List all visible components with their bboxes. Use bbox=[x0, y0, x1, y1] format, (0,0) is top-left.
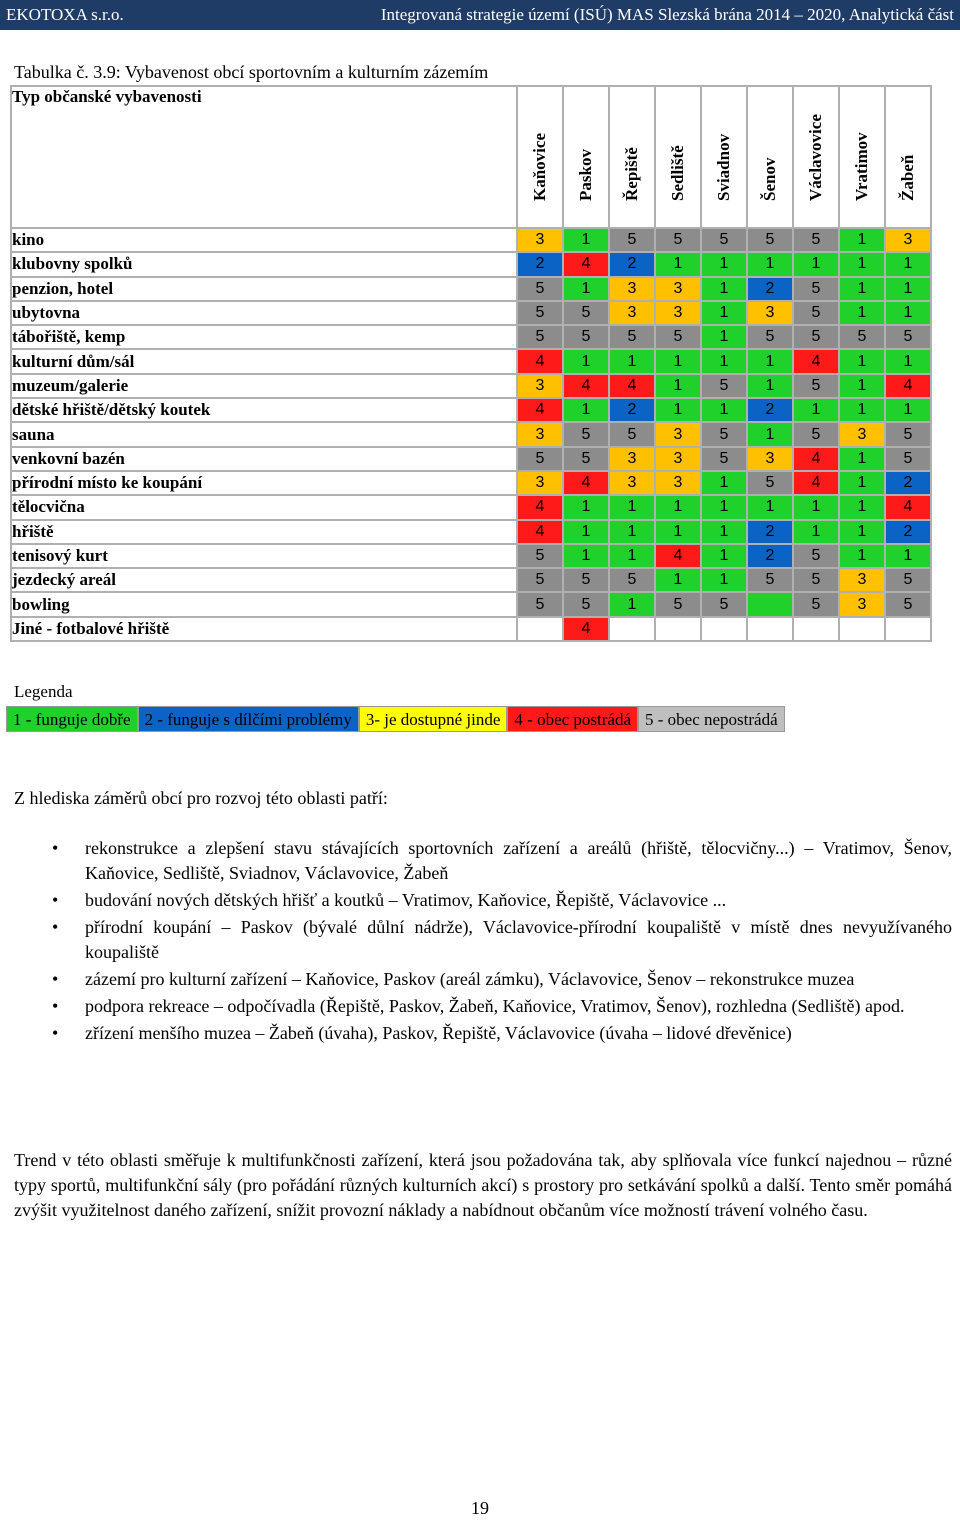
table-cell bbox=[609, 617, 655, 641]
table-cell: 5 bbox=[609, 325, 655, 349]
table-cell: 4 bbox=[517, 349, 563, 373]
table-cell: 1 bbox=[655, 495, 701, 519]
table-cell: 5 bbox=[517, 568, 563, 592]
table-cell: 5 bbox=[885, 592, 931, 616]
municipality-header bbox=[609, 86, 655, 228]
table-cell: 1 bbox=[793, 495, 839, 519]
table-caption: Tabulka č. 3.9: Vybavenost obcí sportovním a kulturním zázemím bbox=[14, 62, 489, 82]
table-cell: 1 bbox=[839, 374, 885, 398]
table-cell bbox=[793, 617, 839, 641]
table-cell: 1 bbox=[701, 495, 747, 519]
list-item bbox=[14, 1021, 952, 1046]
table-cell: 5 bbox=[885, 568, 931, 592]
table-cell: 1 bbox=[701, 252, 747, 276]
row-label: tenisový kurt bbox=[11, 544, 517, 568]
table-cell: 5 bbox=[609, 228, 655, 252]
table-cell: 5 bbox=[793, 277, 839, 301]
table-cell bbox=[747, 592, 793, 616]
list-item bbox=[14, 836, 952, 886]
table-cell: 3 bbox=[609, 447, 655, 471]
table-cell: 1 bbox=[839, 471, 885, 495]
table-cell: 3 bbox=[839, 592, 885, 616]
table-cell: 4 bbox=[655, 544, 701, 568]
table-cell: 5 bbox=[885, 447, 931, 471]
table-row bbox=[11, 568, 931, 592]
list-item-text: budování nových dětských hřišť a koutků – Vratimov, Kaňovice, Řepiště, Václavovice ... bbox=[85, 890, 727, 910]
row-label: kulturní dům/sál bbox=[11, 349, 517, 373]
table-cell bbox=[655, 617, 701, 641]
bullet-icon: • bbox=[52, 890, 59, 910]
table-cell: 5 bbox=[885, 422, 931, 446]
amenities-table bbox=[10, 85, 932, 642]
table-cell: 3 bbox=[655, 277, 701, 301]
table-cell: 5 bbox=[793, 228, 839, 252]
table-cell: 1 bbox=[655, 374, 701, 398]
table-cell: 1 bbox=[701, 568, 747, 592]
row-label: ubytovna bbox=[11, 301, 517, 325]
header-title: Integrovaná strategie území (ISÚ) MAS Slezská brána 2014 – 2020, Analytická část bbox=[380, 5, 954, 24]
table-cell: 1 bbox=[747, 252, 793, 276]
table-cell: 3 bbox=[839, 422, 885, 446]
table-cell: 2 bbox=[885, 471, 931, 495]
table-cell: 4 bbox=[517, 398, 563, 422]
page-number: 19 bbox=[471, 1498, 489, 1518]
table-cell: 3 bbox=[655, 471, 701, 495]
table-cell: 1 bbox=[563, 544, 609, 568]
table-row bbox=[11, 495, 931, 519]
table-cell: 5 bbox=[793, 568, 839, 592]
table-cell: 1 bbox=[839, 252, 885, 276]
table-cell: 1 bbox=[839, 544, 885, 568]
table-cell: 1 bbox=[701, 544, 747, 568]
table-row bbox=[11, 398, 931, 422]
table-cell: 5 bbox=[701, 447, 747, 471]
legend-item: 3- je dostupné jinde bbox=[359, 706, 508, 732]
table-cell: 1 bbox=[609, 495, 655, 519]
table-cell: 4 bbox=[885, 495, 931, 519]
table-cell: 5 bbox=[655, 592, 701, 616]
municipality-header-label: Vratimov bbox=[852, 132, 871, 201]
table-cell: 1 bbox=[655, 520, 701, 544]
municipality-header-label: Paskov bbox=[576, 149, 595, 201]
municipality-header-label: Kaňovice bbox=[530, 133, 549, 201]
table-cell: 4 bbox=[563, 374, 609, 398]
legend-item: 1 - funguje dobře bbox=[6, 706, 138, 732]
table-cell: 1 bbox=[885, 301, 931, 325]
table-cell: 5 bbox=[655, 325, 701, 349]
municipality-header bbox=[747, 86, 793, 228]
list-item bbox=[14, 915, 952, 965]
table-cell: 3 bbox=[517, 228, 563, 252]
table-cell: 1 bbox=[839, 447, 885, 471]
municipality-header-label: Sedliště bbox=[668, 145, 687, 201]
legend-item: 2 - funguje s dílčími problémy bbox=[138, 706, 359, 732]
table-cell: 1 bbox=[793, 520, 839, 544]
table-row bbox=[11, 301, 931, 325]
table-cell: 5 bbox=[563, 447, 609, 471]
table-cell: 1 bbox=[885, 252, 931, 276]
bullet-icon: • bbox=[52, 1023, 59, 1043]
table-cell: 1 bbox=[839, 349, 885, 373]
table-row bbox=[11, 471, 931, 495]
table-cell: 5 bbox=[793, 544, 839, 568]
table-cell: 2 bbox=[747, 277, 793, 301]
table-cell: 5 bbox=[563, 325, 609, 349]
table-cell: 3 bbox=[517, 374, 563, 398]
row-label: bowling bbox=[11, 592, 517, 616]
table-cell: 5 bbox=[793, 325, 839, 349]
table-cell: 5 bbox=[747, 568, 793, 592]
table-cell: 4 bbox=[793, 447, 839, 471]
table-cell: 5 bbox=[563, 568, 609, 592]
legend bbox=[6, 706, 958, 732]
table-cell: 1 bbox=[563, 349, 609, 373]
table-cell bbox=[839, 617, 885, 641]
table-cell: 1 bbox=[655, 398, 701, 422]
table-row bbox=[11, 544, 931, 568]
table-cell: 1 bbox=[563, 228, 609, 252]
table-cell: 4 bbox=[563, 252, 609, 276]
table-cell: 5 bbox=[747, 228, 793, 252]
row-label: Jiné - fotbalové hřiště bbox=[11, 617, 517, 641]
table-cell: 5 bbox=[517, 301, 563, 325]
table-cell: 4 bbox=[793, 471, 839, 495]
table-header-row bbox=[11, 86, 931, 228]
list-item bbox=[14, 967, 952, 992]
table-cell: 2 bbox=[747, 398, 793, 422]
table-cell: 1 bbox=[885, 544, 931, 568]
table-cell bbox=[701, 617, 747, 641]
table-cell: 1 bbox=[563, 277, 609, 301]
table-cell: 1 bbox=[839, 495, 885, 519]
table-cell: 5 bbox=[517, 544, 563, 568]
table-cell: 1 bbox=[563, 520, 609, 544]
table-row bbox=[11, 325, 931, 349]
table-cell: 1 bbox=[609, 592, 655, 616]
table-cell: 3 bbox=[885, 228, 931, 252]
row-label: hřiště bbox=[11, 520, 517, 544]
intentions-list bbox=[14, 836, 952, 1048]
table-row bbox=[11, 228, 931, 252]
table-cell: 4 bbox=[793, 349, 839, 373]
table-cell: 4 bbox=[563, 617, 609, 641]
table-cell: 2 bbox=[747, 520, 793, 544]
table-cell bbox=[517, 617, 563, 641]
legend-title: Legenda bbox=[14, 682, 73, 701]
table-cell: 3 bbox=[747, 301, 793, 325]
municipality-header-label: Václavovice bbox=[806, 114, 825, 201]
bullet-icon: • bbox=[52, 996, 59, 1016]
table-cell: 5 bbox=[747, 471, 793, 495]
table-cell: 2 bbox=[885, 520, 931, 544]
table-cell: 2 bbox=[609, 252, 655, 276]
municipality-header bbox=[701, 86, 747, 228]
table-row bbox=[11, 520, 931, 544]
table-cell: 1 bbox=[701, 277, 747, 301]
municipality-header bbox=[655, 86, 701, 228]
table-cell: 5 bbox=[793, 422, 839, 446]
table-cell: 1 bbox=[839, 398, 885, 422]
table-cell: 1 bbox=[885, 398, 931, 422]
table-cell: 5 bbox=[563, 592, 609, 616]
table-cell: 1 bbox=[655, 568, 701, 592]
table-cell: 5 bbox=[701, 422, 747, 446]
table-cell: 4 bbox=[885, 374, 931, 398]
table-cell: 1 bbox=[747, 374, 793, 398]
row-label: sauna bbox=[11, 422, 517, 446]
table-cell: 5 bbox=[517, 447, 563, 471]
trend-paragraph: Trend v této oblasti směřuje k multifunkčnosti zařízení, která jsou požadována tak, aby splňovala více funkcí najednou – různé typy sportů, multifunkční sály (pro pořádání různých kulturních akcí) s prostory pro setkávání spolků a další. Tento směr pomáhá zvýšit využitelnost daného zařízení, snížit provozní náklady a nabídnout občanům více možností trávení volného času. bbox=[14, 1150, 952, 1220]
table-cell: 1 bbox=[609, 349, 655, 373]
table-cell: 1 bbox=[609, 520, 655, 544]
row-label: muzeum/galerie bbox=[11, 374, 517, 398]
table-cell: 1 bbox=[701, 471, 747, 495]
table-cell: 1 bbox=[655, 252, 701, 276]
table-cell: 2 bbox=[609, 398, 655, 422]
table-cell: 5 bbox=[793, 301, 839, 325]
list-item-text: přírodní koupání – Paskov (bývalé důlní nádrže), Václavovice-přírodní koupaliště v místě dnes nevyužívaného koupaliště bbox=[85, 917, 952, 962]
table-cell: 3 bbox=[609, 471, 655, 495]
row-label: klubovny spolků bbox=[11, 252, 517, 276]
table-cell: 1 bbox=[609, 544, 655, 568]
table-cell: 4 bbox=[609, 374, 655, 398]
table-cell: 1 bbox=[747, 349, 793, 373]
municipality-header bbox=[839, 86, 885, 228]
bullet-icon: • bbox=[52, 838, 59, 858]
type-column-header: Typ občanské vybavenosti bbox=[11, 86, 517, 228]
table-cell: 5 bbox=[609, 422, 655, 446]
table-row bbox=[11, 277, 931, 301]
list-item bbox=[14, 994, 952, 1019]
table-cell: 5 bbox=[517, 277, 563, 301]
table-cell: 1 bbox=[701, 325, 747, 349]
table-cell: 3 bbox=[747, 447, 793, 471]
table-cell: 2 bbox=[747, 544, 793, 568]
table-row bbox=[11, 252, 931, 276]
table-cell: 1 bbox=[563, 398, 609, 422]
table-cell: 5 bbox=[563, 301, 609, 325]
table-cell: 1 bbox=[793, 252, 839, 276]
table-cell: 1 bbox=[839, 277, 885, 301]
table-cell: 1 bbox=[655, 349, 701, 373]
list-item bbox=[14, 888, 952, 913]
municipality-header bbox=[563, 86, 609, 228]
table-row bbox=[11, 447, 931, 471]
row-label: přírodní místo ke koupání bbox=[11, 471, 517, 495]
list-item-text: podpora rekreace – odpočívadla (Řepiště, Paskov, Žabeň, Kaňovice, Vratimov, Šenov), rozhledna (Sedliště) apod. bbox=[85, 996, 905, 1016]
table-cell: 5 bbox=[747, 325, 793, 349]
table-cell: 2 bbox=[517, 252, 563, 276]
list-item-text: zázemí pro kulturní zařízení – Kaňovice, Paskov (areál zámku), Václavovice, Šenov – rekonstrukce muzea bbox=[85, 969, 855, 989]
legend-item: 4 - obec postrádá bbox=[507, 706, 638, 732]
row-label: venkovní bazén bbox=[11, 447, 517, 471]
document-header bbox=[0, 0, 960, 30]
municipality-header-label: Žabeň bbox=[898, 154, 917, 201]
table-cell: 1 bbox=[839, 228, 885, 252]
table-cell: 1 bbox=[839, 301, 885, 325]
table-cell: 5 bbox=[701, 228, 747, 252]
table-cell: 5 bbox=[563, 422, 609, 446]
row-label: penzion, hotel bbox=[11, 277, 517, 301]
table-cell: 5 bbox=[839, 325, 885, 349]
table-cell: 1 bbox=[793, 398, 839, 422]
table-cell: 5 bbox=[517, 592, 563, 616]
table-cell: 3 bbox=[517, 422, 563, 446]
table-cell: 5 bbox=[701, 592, 747, 616]
header-company: EKOTOXA s.r.o. bbox=[6, 5, 124, 24]
list-item-text: rekonstrukce a zlepšení stavu stávajících sportovních zařízení a areálů (hřiště, tělocvičny...) – Vratimov, Šenov, Kaňovice, Sedliště, Sviadnov, Václavovice, Žabeň bbox=[85, 838, 952, 883]
table-cell: 1 bbox=[701, 398, 747, 422]
row-label: tělocvična bbox=[11, 495, 517, 519]
list-item-text: zřízení menšího muzea – Žabeň (úvaha), Paskov, Řepiště, Václavovice (úvaha – lidové dřevěnice) bbox=[85, 1023, 792, 1043]
row-label: dětské hřiště/dětský koutek bbox=[11, 398, 517, 422]
table-cell bbox=[747, 617, 793, 641]
municipality-header bbox=[885, 86, 931, 228]
table-cell: 1 bbox=[701, 349, 747, 373]
table-cell: 3 bbox=[609, 277, 655, 301]
table-cell: 3 bbox=[609, 301, 655, 325]
table-cell: 1 bbox=[885, 277, 931, 301]
table-row bbox=[11, 592, 931, 616]
municipality-header bbox=[517, 86, 563, 228]
table-cell: 1 bbox=[747, 422, 793, 446]
municipality-header-label: Sviadnov bbox=[714, 133, 733, 201]
bullet-icon: • bbox=[52, 917, 59, 937]
table-cell: 3 bbox=[839, 568, 885, 592]
table-cell: 4 bbox=[517, 520, 563, 544]
bullet-icon: • bbox=[52, 969, 59, 989]
table-cell: 1 bbox=[563, 495, 609, 519]
table-cell: 5 bbox=[701, 374, 747, 398]
table-row bbox=[11, 617, 931, 641]
table-row bbox=[11, 422, 931, 446]
table-cell: 3 bbox=[517, 471, 563, 495]
legend-item: 5 - obec nepostrádá bbox=[638, 706, 785, 732]
table-row bbox=[11, 374, 931, 398]
table-cell: 5 bbox=[793, 592, 839, 616]
table-cell: 1 bbox=[701, 520, 747, 544]
table-cell: 1 bbox=[701, 301, 747, 325]
table-cell: 1 bbox=[839, 520, 885, 544]
table-cell: 1 bbox=[885, 349, 931, 373]
table-cell bbox=[885, 617, 931, 641]
row-label: jezdecký areál bbox=[11, 568, 517, 592]
table-cell: 5 bbox=[885, 325, 931, 349]
table-cell: 3 bbox=[655, 422, 701, 446]
table-cell: 3 bbox=[655, 301, 701, 325]
municipality-header-label: Řepiště bbox=[622, 147, 641, 201]
table-cell: 4 bbox=[517, 495, 563, 519]
intro-paragraph: Z hlediska záměrů obcí pro rozvoj této oblasti patří: bbox=[14, 788, 388, 808]
table-cell: 5 bbox=[655, 228, 701, 252]
table-cell: 3 bbox=[655, 447, 701, 471]
table-row bbox=[11, 349, 931, 373]
table-cell: 4 bbox=[563, 471, 609, 495]
municipality-header bbox=[793, 86, 839, 228]
table-cell: 5 bbox=[793, 374, 839, 398]
table-cell: 1 bbox=[747, 495, 793, 519]
municipality-header-label: Šenov bbox=[760, 157, 779, 201]
table-cell: 5 bbox=[609, 568, 655, 592]
row-label: kino bbox=[11, 228, 517, 252]
table-cell: 5 bbox=[517, 325, 563, 349]
row-label: tábořiště, kemp bbox=[11, 325, 517, 349]
